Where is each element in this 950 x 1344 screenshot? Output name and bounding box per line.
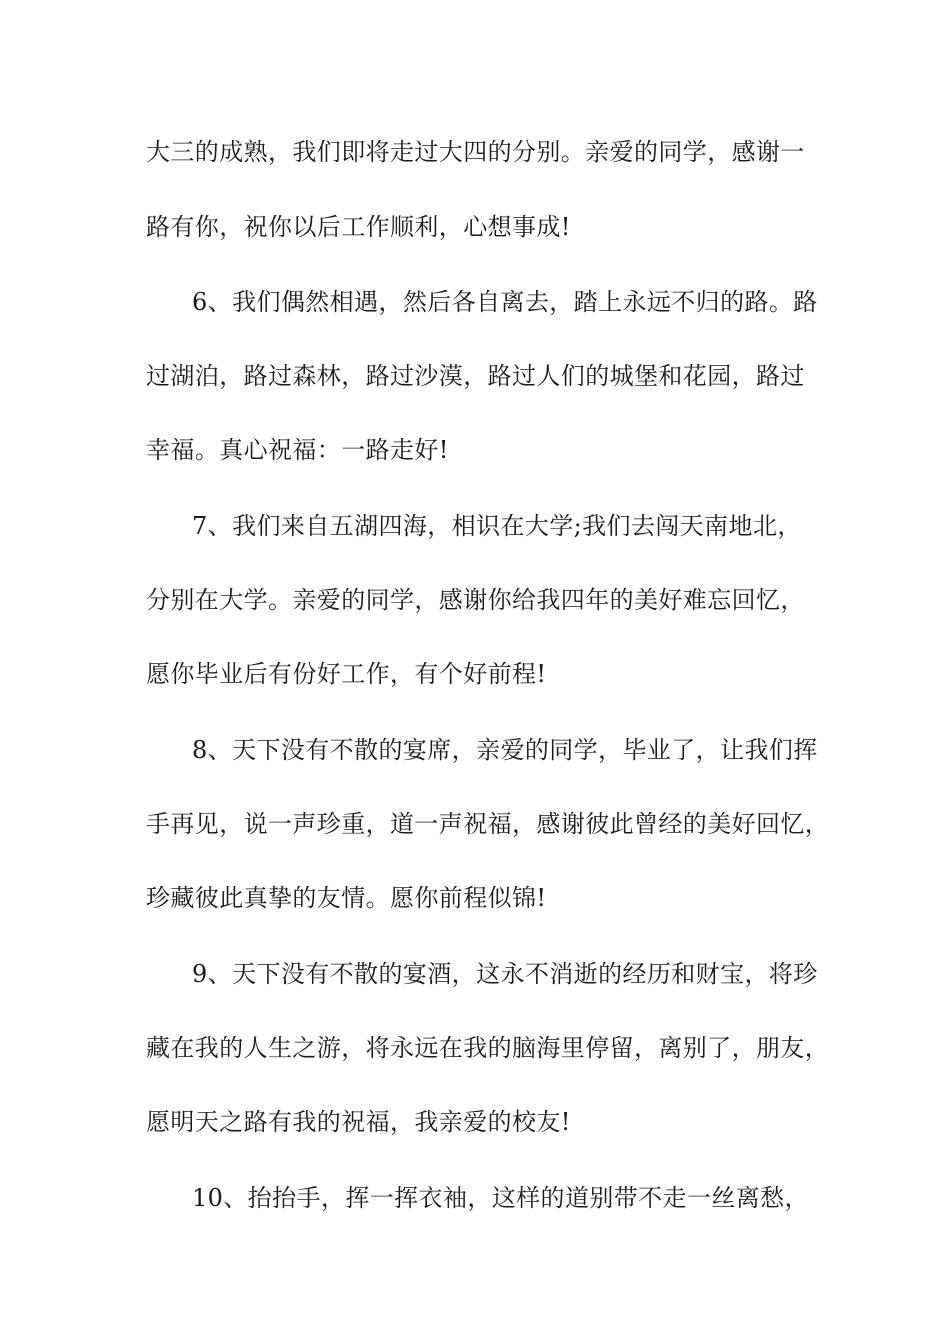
text-line: 藏在我的人生之游，将永远在我的脑海里停留，离别了，朋友， xyxy=(146,1034,830,1062)
text-line: 手再见，说一声珍重，道一声祝福，感谢彼此曾经的美好回忆， xyxy=(146,810,830,838)
text-line: 珍藏彼此真挚的友情。愿你前程似锦! xyxy=(146,884,547,912)
paragraph-9-line: 9、天下没有不散的宴酒，这永不消逝的经历和财宝，将珍 xyxy=(192,960,818,988)
paragraph-6-line: 6、我们偶然相遇，然后各自离去，踏上永远不归的路。路 xyxy=(192,288,818,316)
text-line: 路有你，祝你以后工作顺利，心想事成! xyxy=(146,213,571,241)
paragraph-10-line: 10、抬抬手，挥一挥衣袖，这样的道别带不走一丝离愁， xyxy=(192,1184,809,1212)
text-line: 大三的成熟，我们即将走过大四的分别。亲爱的同学，感谢一 xyxy=(146,138,805,166)
text-line: 愿明天之路有我的祝福，我亲爱的校友! xyxy=(146,1108,571,1136)
text-line: 过湖泊，路过森林，路过沙漠，路过人们的城堡和花园，路过 xyxy=(146,362,805,390)
text-line: 愿你毕业后有份好工作，有个好前程! xyxy=(146,660,547,688)
text-line: 分别在大学。亲爱的同学，感谢你给我四年的美好难忘回忆， xyxy=(146,586,805,614)
text-line: 幸福。真心祝福：一路走好! xyxy=(146,436,449,464)
paragraph-7-line: 7、我们来自五湖四海，相识在大学;我们去闯天南地北， xyxy=(192,512,802,540)
paragraph-8-line: 8、天下没有不散的宴席，亲爱的同学，毕业了，让我们挥 xyxy=(192,736,818,764)
